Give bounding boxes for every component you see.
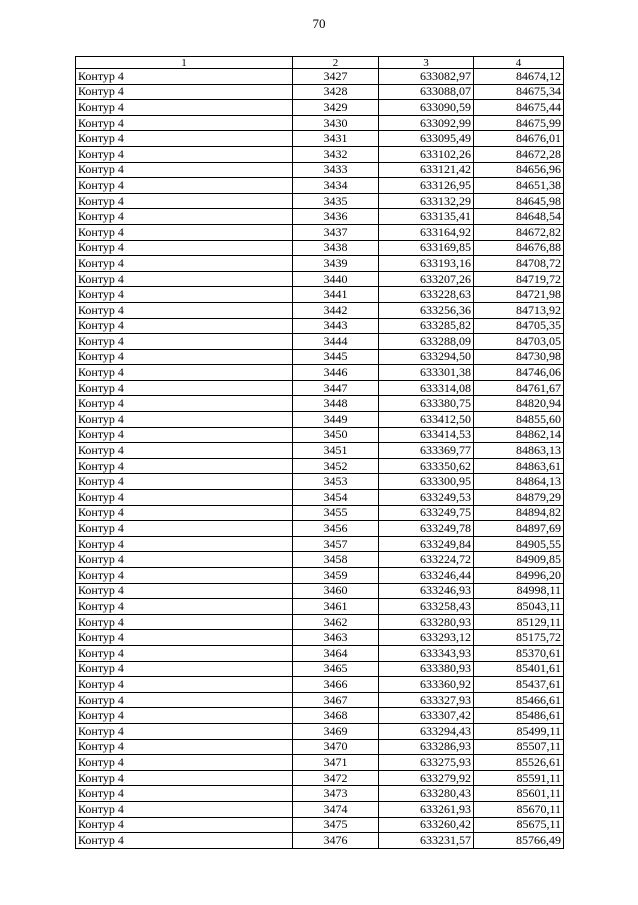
- table-row: [76, 271, 564, 287]
- y-coordinate-cell: 84675,34: [474, 84, 564, 100]
- x-coordinate-cell: 633261,93: [379, 801, 474, 817]
- table-row: [76, 536, 564, 552]
- y-coordinate-cell: 84863,61: [474, 458, 564, 474]
- contour-name-cell: Контур 4: [76, 723, 293, 739]
- point-number-cell: 3449: [293, 412, 379, 428]
- table-row: [76, 630, 564, 646]
- column-header-2: 2: [293, 57, 379, 69]
- column-header-1: 1: [76, 57, 293, 69]
- x-coordinate-cell: 633246,44: [379, 568, 474, 584]
- contour-name-cell: Контур 4: [76, 178, 293, 194]
- y-coordinate-cell: 84675,44: [474, 100, 564, 116]
- table-row: [76, 240, 564, 256]
- contour-name-cell: Контур 4: [76, 568, 293, 584]
- point-number-cell: 3472: [293, 770, 379, 786]
- contour-name-cell: Контур 4: [76, 318, 293, 334]
- y-coordinate-cell: 85601,11: [474, 786, 564, 802]
- x-coordinate-cell: 633380,93: [379, 661, 474, 677]
- point-number-cell: 3451: [293, 443, 379, 459]
- contour-name-cell: Контур 4: [76, 833, 293, 849]
- y-coordinate-cell: 85486,61: [474, 708, 564, 724]
- table-row: [76, 178, 564, 194]
- point-number-cell: 3473: [293, 786, 379, 802]
- y-coordinate-cell: 84746,06: [474, 365, 564, 381]
- contour-name-cell: Контур 4: [76, 287, 293, 303]
- point-number-cell: 3438: [293, 240, 379, 256]
- table-row: [76, 443, 564, 459]
- contour-name-cell: Контур 4: [76, 443, 293, 459]
- point-number-cell: 3468: [293, 708, 379, 724]
- column-header-3: 3: [379, 57, 474, 69]
- table-header-row: [76, 57, 564, 69]
- x-coordinate-cell: 633412,50: [379, 412, 474, 428]
- coordinates-table: [75, 56, 564, 849]
- x-coordinate-cell: 633294,43: [379, 723, 474, 739]
- table-row: [76, 817, 564, 833]
- table-row: [76, 365, 564, 381]
- point-number-cell: 3447: [293, 380, 379, 396]
- x-coordinate-cell: 633164,92: [379, 224, 474, 240]
- table-row: [76, 412, 564, 428]
- y-coordinate-cell: 85437,61: [474, 677, 564, 693]
- table-row: [76, 427, 564, 443]
- x-coordinate-cell: 633231,57: [379, 833, 474, 849]
- point-number-cell: 3430: [293, 115, 379, 131]
- table-row: [76, 115, 564, 131]
- point-number-cell: 3463: [293, 630, 379, 646]
- contour-name-cell: Контур 4: [76, 490, 293, 506]
- point-number-cell: 3461: [293, 599, 379, 615]
- contour-name-cell: Контур 4: [76, 302, 293, 318]
- y-coordinate-cell: 84713,92: [474, 302, 564, 318]
- x-coordinate-cell: 633228,63: [379, 287, 474, 303]
- point-number-cell: 3434: [293, 178, 379, 194]
- point-number-cell: 3465: [293, 661, 379, 677]
- x-coordinate-cell: 633314,08: [379, 380, 474, 396]
- x-coordinate-cell: 633350,62: [379, 458, 474, 474]
- y-coordinate-cell: 85591,11: [474, 770, 564, 786]
- y-coordinate-cell: 85499,11: [474, 723, 564, 739]
- contour-name-cell: Контур 4: [76, 162, 293, 178]
- point-number-cell: 3448: [293, 396, 379, 412]
- table-row: [76, 318, 564, 334]
- x-coordinate-cell: 633294,50: [379, 349, 474, 365]
- point-number-cell: 3464: [293, 645, 379, 661]
- table-row: [76, 755, 564, 771]
- x-coordinate-cell: 633249,78: [379, 521, 474, 537]
- y-coordinate-cell: 85175,72: [474, 630, 564, 646]
- table-row: [76, 349, 564, 365]
- point-number-cell: 3446: [293, 365, 379, 381]
- table-row: [76, 224, 564, 240]
- contour-name-cell: Контур 4: [76, 755, 293, 771]
- y-coordinate-cell: 84651,38: [474, 178, 564, 194]
- y-coordinate-cell: 84705,35: [474, 318, 564, 334]
- point-number-cell: 3428: [293, 84, 379, 100]
- contour-name-cell: Контур 4: [76, 193, 293, 209]
- table-row: [76, 146, 564, 162]
- y-coordinate-cell: 84719,72: [474, 271, 564, 287]
- x-coordinate-cell: 633300,95: [379, 474, 474, 490]
- x-coordinate-cell: 633286,93: [379, 739, 474, 755]
- contour-name-cell: Контур 4: [76, 224, 293, 240]
- y-coordinate-cell: 84996,20: [474, 568, 564, 584]
- point-number-cell: 3442: [293, 302, 379, 318]
- point-number-cell: 3450: [293, 427, 379, 443]
- x-coordinate-cell: 633126,95: [379, 178, 474, 194]
- point-number-cell: 3437: [293, 224, 379, 240]
- x-coordinate-cell: 633307,42: [379, 708, 474, 724]
- table-row: [76, 661, 564, 677]
- y-coordinate-cell: 84672,82: [474, 224, 564, 240]
- x-coordinate-cell: 633258,43: [379, 599, 474, 615]
- contour-name-cell: Контур 4: [76, 380, 293, 396]
- y-coordinate-cell: 84676,01: [474, 131, 564, 147]
- point-number-cell: 3429: [293, 100, 379, 116]
- contour-name-cell: Контур 4: [76, 474, 293, 490]
- x-coordinate-cell: 633280,93: [379, 614, 474, 630]
- table-row: [76, 708, 564, 724]
- x-coordinate-cell: 633260,42: [379, 817, 474, 833]
- point-number-cell: 3454: [293, 490, 379, 506]
- x-coordinate-cell: 633288,09: [379, 334, 474, 350]
- page-number: 70: [312, 16, 326, 31]
- y-coordinate-cell: 85766,49: [474, 833, 564, 849]
- table-row: [76, 552, 564, 568]
- contour-name-cell: Контур 4: [76, 521, 293, 537]
- y-coordinate-cell: 84909,85: [474, 552, 564, 568]
- contour-name-cell: Контур 4: [76, 412, 293, 428]
- x-coordinate-cell: 633380,75: [379, 396, 474, 412]
- table-row: [76, 677, 564, 693]
- contour-name-cell: Контур 4: [76, 708, 293, 724]
- table-row: [76, 100, 564, 116]
- y-coordinate-cell: 84672,28: [474, 146, 564, 162]
- point-number-cell: 3458: [293, 552, 379, 568]
- x-coordinate-cell: 633293,12: [379, 630, 474, 646]
- table-row: [76, 69, 564, 85]
- contour-name-cell: Контур 4: [76, 458, 293, 474]
- table-body: [76, 69, 564, 849]
- x-coordinate-cell: 633090,59: [379, 100, 474, 116]
- point-number-cell: 3432: [293, 146, 379, 162]
- y-coordinate-cell: 84708,72: [474, 256, 564, 272]
- x-coordinate-cell: 633249,53: [379, 490, 474, 506]
- table-row: [76, 723, 564, 739]
- table-row: [76, 209, 564, 225]
- contour-name-cell: Контур 4: [76, 770, 293, 786]
- y-coordinate-cell: 84862,14: [474, 427, 564, 443]
- contour-name-cell: Контур 4: [76, 505, 293, 521]
- table-row: [76, 193, 564, 209]
- table-row: [76, 786, 564, 802]
- y-coordinate-cell: 85507,11: [474, 739, 564, 755]
- contour-name-cell: Контур 4: [76, 552, 293, 568]
- y-coordinate-cell: 85129,11: [474, 614, 564, 630]
- x-coordinate-cell: 633095,49: [379, 131, 474, 147]
- point-number-cell: 3459: [293, 568, 379, 584]
- contour-name-cell: Контур 4: [76, 630, 293, 646]
- contour-name-cell: Контур 4: [76, 365, 293, 381]
- x-coordinate-cell: 633327,93: [379, 692, 474, 708]
- y-coordinate-cell: 84905,55: [474, 536, 564, 552]
- x-coordinate-cell: 633135,41: [379, 209, 474, 225]
- table-row: [76, 131, 564, 147]
- y-coordinate-cell: 85670,11: [474, 801, 564, 817]
- point-number-cell: 3462: [293, 614, 379, 630]
- table-row: [76, 162, 564, 178]
- point-number-cell: 3455: [293, 505, 379, 521]
- point-number-cell: 3431: [293, 131, 379, 147]
- table-row: [76, 568, 564, 584]
- table-row: [76, 505, 564, 521]
- x-coordinate-cell: 633343,93: [379, 645, 474, 661]
- x-coordinate-cell: 633121,42: [379, 162, 474, 178]
- y-coordinate-cell: 84645,98: [474, 193, 564, 209]
- x-coordinate-cell: 633256,36: [379, 302, 474, 318]
- x-coordinate-cell: 633369,77: [379, 443, 474, 459]
- x-coordinate-cell: 633280,43: [379, 786, 474, 802]
- point-number-cell: 3467: [293, 692, 379, 708]
- table-row: [76, 458, 564, 474]
- contour-name-cell: Контур 4: [76, 209, 293, 225]
- table-row: [76, 645, 564, 661]
- point-number-cell: 3456: [293, 521, 379, 537]
- point-number-cell: 3445: [293, 349, 379, 365]
- contour-name-cell: Контур 4: [76, 131, 293, 147]
- contour-name-cell: Контур 4: [76, 599, 293, 615]
- point-number-cell: 3440: [293, 271, 379, 287]
- y-coordinate-cell: 84864,13: [474, 474, 564, 490]
- contour-name-cell: Контур 4: [76, 396, 293, 412]
- x-coordinate-cell: 633246,93: [379, 583, 474, 599]
- x-coordinate-cell: 633285,82: [379, 318, 474, 334]
- y-coordinate-cell: 84703,05: [474, 334, 564, 350]
- table-row: [76, 739, 564, 755]
- point-number-cell: 3476: [293, 833, 379, 849]
- table-row: [76, 692, 564, 708]
- point-number-cell: 3427: [293, 69, 379, 85]
- y-coordinate-cell: 85043,11: [474, 599, 564, 615]
- point-number-cell: 3460: [293, 583, 379, 599]
- x-coordinate-cell: 633249,84: [379, 536, 474, 552]
- y-coordinate-cell: 84730,98: [474, 349, 564, 365]
- contour-name-cell: Контур 4: [76, 69, 293, 85]
- contour-name-cell: Контур 4: [76, 786, 293, 802]
- y-coordinate-cell: 84676,88: [474, 240, 564, 256]
- table-row: [76, 583, 564, 599]
- point-number-cell: 3435: [293, 193, 379, 209]
- point-number-cell: 3466: [293, 677, 379, 693]
- y-coordinate-cell: 85466,61: [474, 692, 564, 708]
- contour-name-cell: Контур 4: [76, 645, 293, 661]
- table-row: [76, 287, 564, 303]
- table-row: [76, 801, 564, 817]
- point-number-cell: 3474: [293, 801, 379, 817]
- contour-name-cell: Контур 4: [76, 677, 293, 693]
- contour-name-cell: Контур 4: [76, 739, 293, 755]
- contour-name-cell: Контур 4: [76, 427, 293, 443]
- point-number-cell: 3436: [293, 209, 379, 225]
- table-row: [76, 334, 564, 350]
- y-coordinate-cell: 85401,61: [474, 661, 564, 677]
- contour-name-cell: Контур 4: [76, 692, 293, 708]
- table-row: [76, 614, 564, 630]
- contour-name-cell: Контур 4: [76, 583, 293, 599]
- point-number-cell: 3443: [293, 318, 379, 334]
- point-number-cell: 3469: [293, 723, 379, 739]
- y-coordinate-cell: 84721,98: [474, 287, 564, 303]
- x-coordinate-cell: 633224,72: [379, 552, 474, 568]
- x-coordinate-cell: 633102,26: [379, 146, 474, 162]
- point-number-cell: 3452: [293, 458, 379, 474]
- point-number-cell: 3471: [293, 755, 379, 771]
- table-row: [76, 84, 564, 100]
- y-coordinate-cell: 84894,82: [474, 505, 564, 521]
- x-coordinate-cell: 633414,53: [379, 427, 474, 443]
- contour-name-cell: Контур 4: [76, 146, 293, 162]
- x-coordinate-cell: 633360,92: [379, 677, 474, 693]
- y-coordinate-cell: 84656,96: [474, 162, 564, 178]
- contour-name-cell: Контур 4: [76, 240, 293, 256]
- point-number-cell: 3457: [293, 536, 379, 552]
- contour-name-cell: Контур 4: [76, 115, 293, 131]
- y-coordinate-cell: 84855,60: [474, 412, 564, 428]
- contour-name-cell: Контур 4: [76, 256, 293, 272]
- y-coordinate-cell: 84761,67: [474, 380, 564, 396]
- point-number-cell: 3433: [293, 162, 379, 178]
- point-number-cell: 3444: [293, 334, 379, 350]
- point-number-cell: 3441: [293, 287, 379, 303]
- y-coordinate-cell: 85526,61: [474, 755, 564, 771]
- x-coordinate-cell: 633249,75: [379, 505, 474, 521]
- y-coordinate-cell: 84675,99: [474, 115, 564, 131]
- contour-name-cell: Контур 4: [76, 271, 293, 287]
- y-coordinate-cell: 84820,94: [474, 396, 564, 412]
- contour-name-cell: Контур 4: [76, 801, 293, 817]
- y-coordinate-cell: 84648,54: [474, 209, 564, 225]
- column-header-4: 4: [474, 57, 564, 69]
- x-coordinate-cell: 633207,26: [379, 271, 474, 287]
- x-coordinate-cell: 633088,07: [379, 84, 474, 100]
- table-row: [76, 599, 564, 615]
- table-row: [76, 490, 564, 506]
- x-coordinate-cell: 633275,93: [379, 755, 474, 771]
- point-number-cell: 3439: [293, 256, 379, 272]
- x-coordinate-cell: 633169,85: [379, 240, 474, 256]
- y-coordinate-cell: 85675,11: [474, 817, 564, 833]
- y-coordinate-cell: 85370,61: [474, 645, 564, 661]
- table-row: [76, 380, 564, 396]
- contour-name-cell: Контур 4: [76, 817, 293, 833]
- contour-name-cell: Контур 4: [76, 536, 293, 552]
- y-coordinate-cell: 84863,13: [474, 443, 564, 459]
- point-number-cell: 3470: [293, 739, 379, 755]
- contour-name-cell: Контур 4: [76, 661, 293, 677]
- x-coordinate-cell: 633279,92: [379, 770, 474, 786]
- y-coordinate-cell: 84879,29: [474, 490, 564, 506]
- x-coordinate-cell: 633301,38: [379, 365, 474, 381]
- x-coordinate-cell: 633092,99: [379, 115, 474, 131]
- contour-name-cell: Контур 4: [76, 614, 293, 630]
- y-coordinate-cell: 84897,69: [474, 521, 564, 537]
- contour-name-cell: Контур 4: [76, 84, 293, 100]
- x-coordinate-cell: 633193,16: [379, 256, 474, 272]
- table-row: [76, 302, 564, 318]
- table-row: [76, 256, 564, 272]
- x-coordinate-cell: 633082,97: [379, 69, 474, 85]
- x-coordinate-cell: 633132,29: [379, 193, 474, 209]
- y-coordinate-cell: 84674,12: [474, 69, 564, 85]
- point-number-cell: 3453: [293, 474, 379, 490]
- table-row: [76, 474, 564, 490]
- table-row: [76, 833, 564, 849]
- table-row: [76, 770, 564, 786]
- contour-name-cell: Контур 4: [76, 100, 293, 116]
- contour-name-cell: Контур 4: [76, 349, 293, 365]
- table-row: [76, 521, 564, 537]
- table-row: [76, 396, 564, 412]
- contour-name-cell: Контур 4: [76, 334, 293, 350]
- y-coordinate-cell: 84998,11: [474, 583, 564, 599]
- point-number-cell: 3475: [293, 817, 379, 833]
